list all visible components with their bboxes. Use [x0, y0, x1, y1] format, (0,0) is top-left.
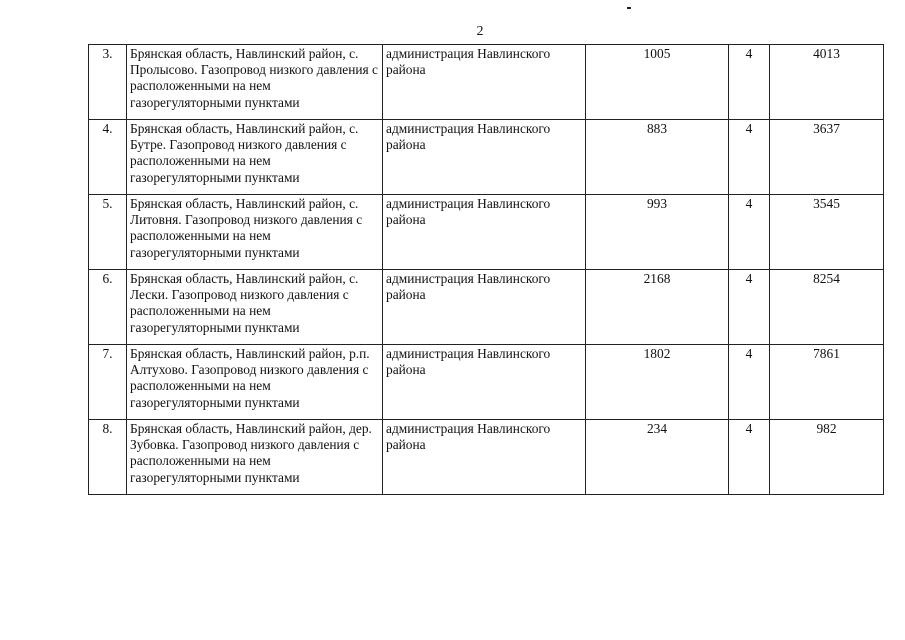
row-number: 4. [89, 120, 127, 195]
owner: администрация Навлинского района [383, 45, 586, 120]
class-value: 4 [729, 420, 770, 495]
amount-value: 4013 [770, 45, 884, 120]
table-row [89, 345, 884, 420]
amount-value: 8254 [770, 270, 884, 345]
owner: администрация Навлинского района [383, 345, 586, 420]
class-value: 4 [729, 345, 770, 420]
amount-value: 3637 [770, 120, 884, 195]
object-description: Брянская область, Навлинский район, дер. Зубовка. Газопровод низкого давления с расположенными на нем газорегуляторными пунктами [127, 420, 383, 495]
row-number: 7. [89, 345, 127, 420]
amount-value: 7861 [770, 345, 884, 420]
table-row [89, 195, 884, 270]
length-value: 234 [586, 420, 729, 495]
object-description: Брянская область, Навлинский район, р.п. Алтухово. Газопровод низкого давления с расположенными на нем газорегуляторными пунктами [127, 345, 383, 420]
row-number: 5. [89, 195, 127, 270]
class-value: 4 [729, 195, 770, 270]
owner: администрация Навлинского района [383, 195, 586, 270]
length-value: 2168 [586, 270, 729, 345]
gas-pipeline-table [88, 44, 884, 495]
scan-speck [627, 7, 631, 9]
amount-value: 982 [770, 420, 884, 495]
amount-value: 3545 [770, 195, 884, 270]
owner: администрация Навлинского района [383, 270, 586, 345]
length-value: 1005 [586, 45, 729, 120]
class-value: 4 [729, 45, 770, 120]
length-value: 1802 [586, 345, 729, 420]
object-description: Брянская область, Навлинский район, с. Пролысово. Газопровод низкого давления с расположенными на нем газорегуляторными пунктами [127, 45, 383, 120]
object-description: Брянская область, Навлинский район, с. Литовня. Газопровод низкого давления с расположенными на нем газорегуляторными пунктами [127, 195, 383, 270]
page-number: 2 [476, 24, 484, 39]
length-value: 883 [586, 120, 729, 195]
owner: администрация Навлинского района [383, 120, 586, 195]
length-value: 993 [586, 195, 729, 270]
owner: администрация Навлинского района [383, 420, 586, 495]
object-description: Брянская область, Навлинский район, с. Лески. Газопровод низкого давления с расположенными на нем газорегуляторными пунктами [127, 270, 383, 345]
table-row [89, 45, 884, 120]
row-number: 8. [89, 420, 127, 495]
row-number: 6. [89, 270, 127, 345]
object-description: Брянская область, Навлинский район, с. Бутре. Газопровод низкого давления с расположенными на нем газорегуляторными пунктами [127, 120, 383, 195]
row-number: 3. [89, 45, 127, 120]
table-row [89, 420, 884, 495]
table-row [89, 270, 884, 345]
class-value: 4 [729, 120, 770, 195]
table-row [89, 120, 884, 195]
class-value: 4 [729, 270, 770, 345]
